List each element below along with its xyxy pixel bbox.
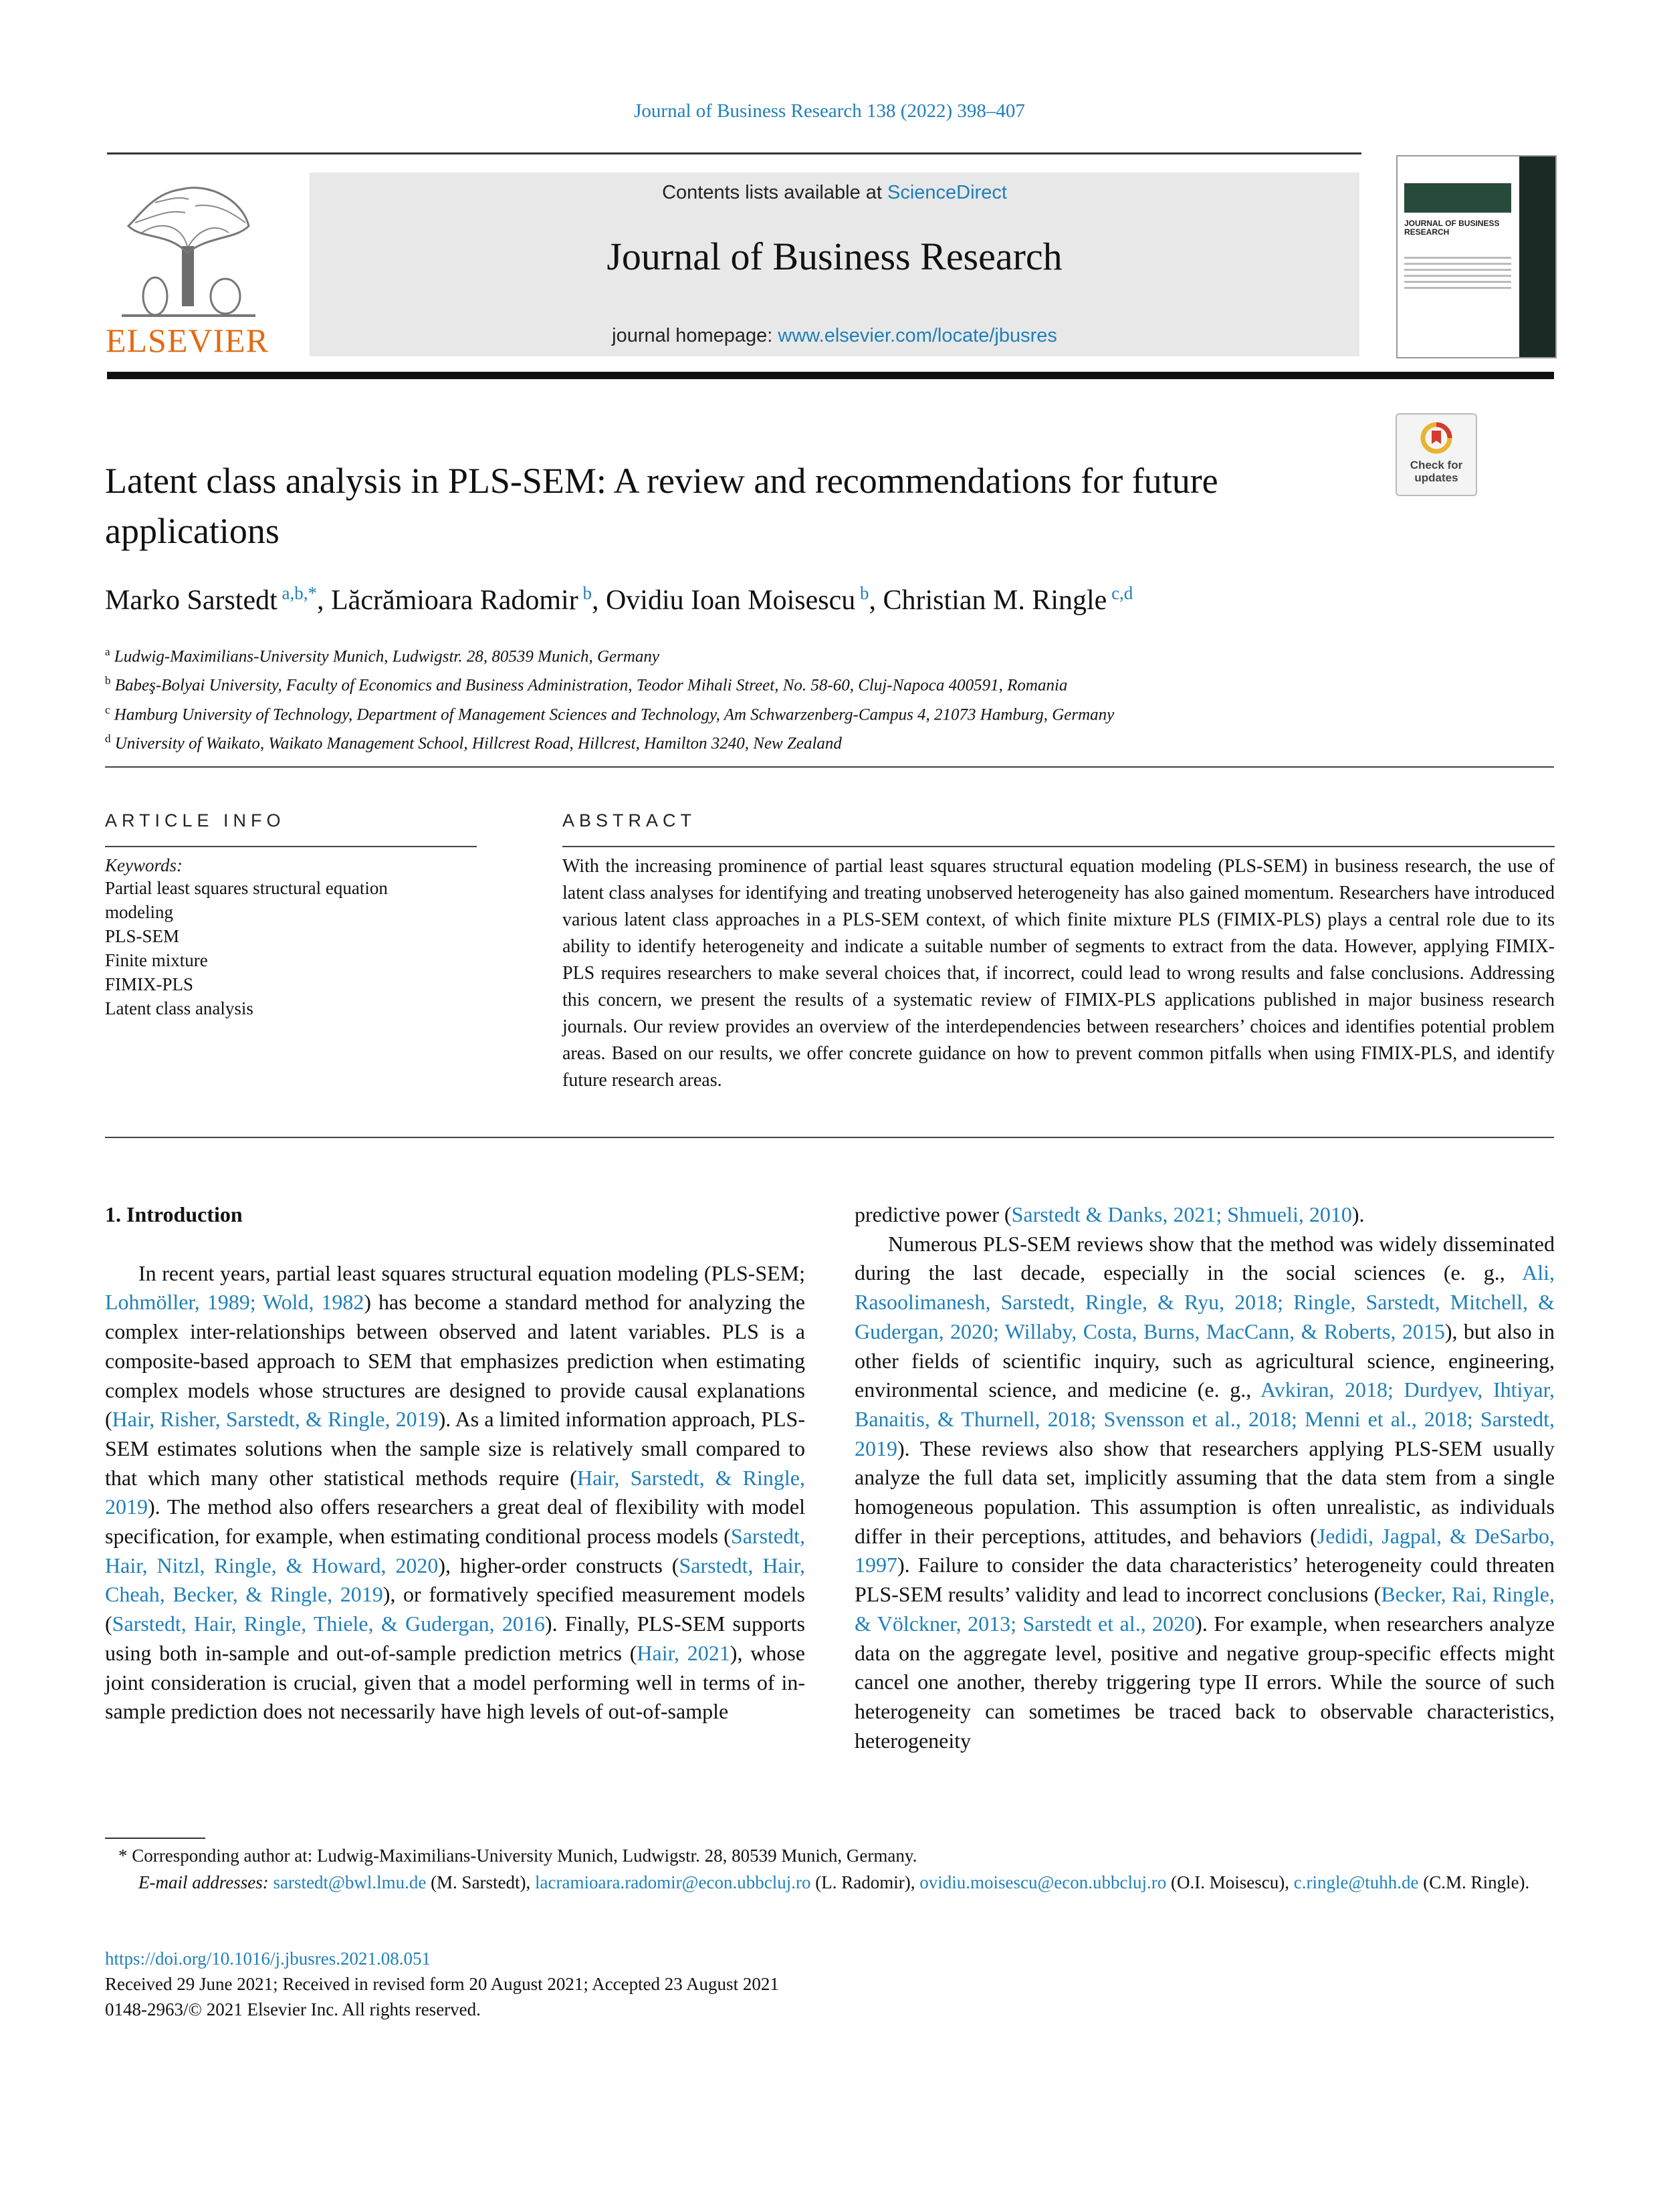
body-text: In recent years, partial least squares structural equation modeling (PLS-SEM; xyxy=(138,1260,805,1285)
abstract-bottom-rule xyxy=(105,1137,1554,1138)
citation-link[interactable]: Lohmöller, 1989; Wold, 1982 xyxy=(105,1290,364,1315)
check-for-updates-button[interactable] xyxy=(1396,413,1477,496)
affiliation-item xyxy=(105,669,1114,697)
article-title: Latent class analysis in PLS-SEM: A review and recommendations for future applications xyxy=(105,461,1218,551)
email-link[interactable]: ovidiu.moisescu@econ.ubbcluj.ro xyxy=(919,1872,1167,1892)
keyword-item: PLS-SEM xyxy=(105,926,180,946)
doi-line xyxy=(105,1946,431,1971)
author-name[interactable]: Christian M. Ringle xyxy=(883,585,1107,616)
copyright-line: 0148-2963/© 2021 Elsevier Inc. All rights reserved. xyxy=(105,1999,481,2019)
affiliation-item xyxy=(105,640,1114,669)
affiliation-text: Ludwig-Maximilians-University Munich, Ludwigstr. 28, 80539 Munich, Germany xyxy=(110,647,660,666)
check-updates-label: Check for updates xyxy=(1410,459,1463,484)
email-link[interactable]: lacramioara.radomir@econ.ubbcluj.ro xyxy=(535,1872,811,1892)
body-column-right xyxy=(855,1200,1555,1755)
elsevier-logo[interactable] xyxy=(100,173,274,359)
email-link[interactable]: c.ringle@tuhh.de xyxy=(1293,1872,1419,1892)
citation-link[interactable]: Becker, Rai, Ringle, & Völckner, 2013; Sarstedt et al., 2020 xyxy=(855,1582,1555,1636)
citation-link[interactable]: Ali, Rasoolimanesh, Sarstedt, Ringle, & Ryu, 2018; Ringle, Sarstedt, Mitchell, & Gudergan, 2020; Willaby, Costa, Burns, MacCann, & Roberts, 2015 xyxy=(855,1260,1555,1343)
author-affiliation-marks[interactable]: a,b,* xyxy=(277,583,318,603)
cover-text-lines xyxy=(1404,257,1511,293)
email-addresses xyxy=(105,1870,1555,1895)
body-text: ). The method also offers researchers a great deal of flexibility with model specification, for example, when estimating conditional process models ( xyxy=(105,1495,805,1549)
received-dates: Received 29 June 2021; Received in revised form 20 August 2021; Accepted 23 August 2021 xyxy=(105,1974,779,1994)
journal-cover[interactable] xyxy=(1396,155,1557,358)
body-text: ). Finally, PLS-SEM supports using both in-sample and out-of-sample prediction metrics ( xyxy=(105,1612,806,1665)
cover-title: JOURNAL OF BUSINESS RESEARCH xyxy=(1404,219,1500,237)
body-text: Numerous PLS-SEM reviews show that the method was widely disseminated during the last decade, especially in the social sciences (e. g., xyxy=(855,1231,1555,1285)
body-column-left xyxy=(105,1200,805,1727)
intro-paragraph-2 xyxy=(855,1230,1555,1756)
keyword-item: Latent class analysis xyxy=(105,998,253,1018)
body-text: ). As a limited information approach, PLS-SEM estimates solutions when the sample size is relatively small compared to that which many other statistical methods require ( xyxy=(105,1407,806,1490)
citation-link[interactable]: Sarstedt, Hair, Nitzl, Ringle, & Howard, 2020 xyxy=(105,1524,805,1577)
affiliation-mark: c xyxy=(105,703,110,716)
body-text: predictive power ( xyxy=(855,1202,1012,1226)
citation-link[interactable]: Hair, Risher, Sarstedt, & Ringle, 2019 xyxy=(112,1407,439,1432)
email-owner: (O.I. Moisescu), xyxy=(1166,1872,1294,1892)
affiliation-item xyxy=(105,698,1114,727)
email-owner: (L. Radomir), xyxy=(810,1872,920,1892)
author-name[interactable]: Marko Sarstedt xyxy=(105,585,278,616)
keyword-item: Finite mixture xyxy=(105,950,208,970)
body-text: ). Failure to consider the data characteristics’ heterogeneity could threaten PLS-SEM results’ validity and lead to incorrect conclusions ( xyxy=(855,1553,1555,1607)
affiliation-text: Babeş-Bolyai University, Faculty of Economics and Business Administration, Teodor Mihali Street, No. 58-60, Cluj-Napoca 400591, Romania xyxy=(110,676,1068,695)
affiliation-mark: b xyxy=(105,674,111,687)
body-text: ). These reviews also show that researchers applying PLS-SEM usually analyze the full data set, implicitly assuming that the data stem from a single homogeneous population. This assumption is often unrealistic, as individuals differ in their perceptions, attitudes, and behaviors ( xyxy=(855,1436,1555,1548)
article-info-heading: ARTICLE INFO xyxy=(105,810,286,831)
abstract-heading: ABSTRACT xyxy=(562,810,697,831)
email-owner: (C.M. Ringle). xyxy=(1418,1872,1530,1892)
abstract-rule xyxy=(562,846,1555,847)
author-affiliation-marks[interactable]: c,d xyxy=(1107,583,1133,603)
author-affiliation-marks[interactable]: b xyxy=(855,583,869,603)
email-link[interactable]: sarstedt@bwl.lmu.de xyxy=(273,1872,427,1892)
journal-header-band xyxy=(310,173,1359,356)
keyword-item: FIMIX-PLS xyxy=(105,974,194,994)
affiliations xyxy=(105,640,1114,756)
article-info-rule xyxy=(105,846,477,847)
elsevier-wordmark: ELSEVIER xyxy=(105,322,269,359)
keywords-list xyxy=(105,876,506,1020)
keyword-item: Partial least squares structural equation xyxy=(105,878,388,898)
keywords-block xyxy=(105,855,506,1020)
citation-link[interactable]: Hair, 2021 xyxy=(637,1640,730,1665)
citation-link[interactable]: Sarstedt & Danks, 2021; Shmueli, 2010 xyxy=(1011,1202,1352,1226)
keyword-item: modeling xyxy=(105,902,173,922)
body-text: ), or formatively specified measurement models ( xyxy=(105,1582,806,1636)
elsevier-tree-icon xyxy=(115,173,262,320)
contents-available: Contents lists available at ScienceDirect xyxy=(662,182,1007,203)
corresponding-author-note: * Corresponding author at: Ludwig-Maximilians-University Munich, Ludwigstr. 28, 80539 Munich, Germany. xyxy=(118,1846,917,1866)
homepage-link[interactable]: www.elsevier.com/locate/jbusres xyxy=(778,325,1057,346)
affiliation-text: Hamburg University of Technology, Department of Management Sciences and Technology, Am Schwarzenberg-Campus 4, 21073 Hamburg, Germany xyxy=(110,705,1115,724)
body-text: ), higher-order constructs ( xyxy=(438,1553,679,1577)
author-affiliation-marks[interactable]: b xyxy=(578,583,592,603)
check-updates-icon xyxy=(1420,421,1453,455)
affiliation-mark: a xyxy=(105,645,110,658)
cover-image xyxy=(1404,183,1511,213)
masthead-rule xyxy=(107,372,1554,379)
intro-paragraph-1 xyxy=(105,1259,805,1727)
body-text: ). xyxy=(1351,1202,1365,1226)
cover-stripe xyxy=(1519,156,1555,357)
author-list: Marko Sarstedt $^{a,b,*}$, Lăcrămioara Radomir $^b$, Ovidiu Ioan Moisescu $^b$, Christian M. Ringle $^{c,d}$ xyxy=(105,583,1133,616)
body-text: ), but also in other fields of scientific inquiry, such as agricultural science, engineering, environmental science, and medicine (e. g., xyxy=(855,1319,1555,1402)
author-name[interactable]: Lăcrămioara Radomir xyxy=(331,585,578,616)
citation-link[interactable]: Hair, Sarstedt, & Ringle, 2019 xyxy=(105,1465,806,1519)
sciencedirect-link[interactable]: ScienceDirect xyxy=(887,182,1007,203)
citation-link[interactable]: Avkiran, 2018; Durdyev, Ihtiyar, Banaitis, & Thurnell, 2018; Svensson et al., 2018; Menni et al., 2018; Sarstedt, 2019 xyxy=(855,1377,1555,1460)
body-text: ) has become a standard method for analyzing the complex inter-relationships between observed and latent variables. PLS is a composite-based approach to SEM that emphasizes prediction when estimating complex models whose structures are designed to provide causal explanations ( xyxy=(105,1290,806,1432)
affiliations-rule xyxy=(105,766,1554,768)
keywords-label: Keywords: xyxy=(105,855,183,875)
footnote-rule xyxy=(105,1838,205,1839)
affiliation-mark: d xyxy=(105,732,111,745)
section-heading-introduction: 1. Introduction xyxy=(105,1202,243,1226)
citation-link[interactable]: Jedidi, Jagpal, & DeSarbo, 1997 xyxy=(855,1523,1555,1577)
email-owner: (M. Sarstedt), xyxy=(426,1872,536,1892)
journal-homepage: journal homepage: www.elsevier.com/locate/jbusres xyxy=(612,325,1057,346)
doi-link[interactable]: https://doi.org/10.1016/j.jbusres.2021.08.051 xyxy=(105,1949,431,1969)
header-rule xyxy=(107,152,1361,154)
affiliation-item xyxy=(105,727,1114,756)
body-text: ). For example, when researchers analyze data on the aggregate level, positive and negative group-specific effects might cancel one another, thereby triggering type II errors. While the source of such heterogeneity can sometimes be traced back to observable characteristics, heterogeneity xyxy=(855,1611,1555,1753)
author-name[interactable]: Ovidiu Ioan Moisescu xyxy=(605,585,856,616)
journal-name: Journal of Business Research xyxy=(606,235,1063,278)
citation-link[interactable]: Sarstedt, Hair, Ringle, Thiele, & Gudergan, 2016 xyxy=(112,1612,545,1636)
affiliation-text: University of Waikato, Waikato Management School, Hillcrest Road, Hillcrest, Hamilton 3240, New Zealand xyxy=(110,734,842,753)
journal-citation[interactable]: Journal of Business Research 138 (2022) 398–407 xyxy=(634,100,1025,122)
citation-link[interactable]: Sarstedt, Hair, Cheah, Becker, & Ringle, 2019 xyxy=(105,1553,806,1607)
email-label: E-mail addresses: xyxy=(138,1872,273,1892)
abstract-text: With the increasing prominence of partial least squares structural equation modeling (PLS-SEM) in business research, the use of latent class analyses for identifying and treating unobserved heterogeneity has also gained momentum. Researchers have introduced various latent class approaches in a PLS-SEM context, of which finite mixture PLS (FIMIX-PLS) plays a central role due to its ability to identify heterogeneity and indicate a suitable number of segments to extract from the data. However, applying FIMIX-PLS requires researchers to make several choices that, if incorrect, could lead to wrong results and false conclusions. Addressing this concern, we present the results of a systematic review of FIMIX-PLS applications published in major business research journals. Our review provides an overview of the interdependencies between researchers’ choices and identifies potential problem areas. Based on our results, we offer concrete guidance on how to prevent common pitfalls when using FIMIX-PLS, and identify future research areas. xyxy=(562,856,1555,1091)
body-text: ), whose joint consideration is crucial, given that a model performing well in terms of in-sample prediction does not necessarily have high levels of out-of-sample xyxy=(105,1640,806,1724)
intro-paragraph-1-continued xyxy=(855,1200,1555,1230)
